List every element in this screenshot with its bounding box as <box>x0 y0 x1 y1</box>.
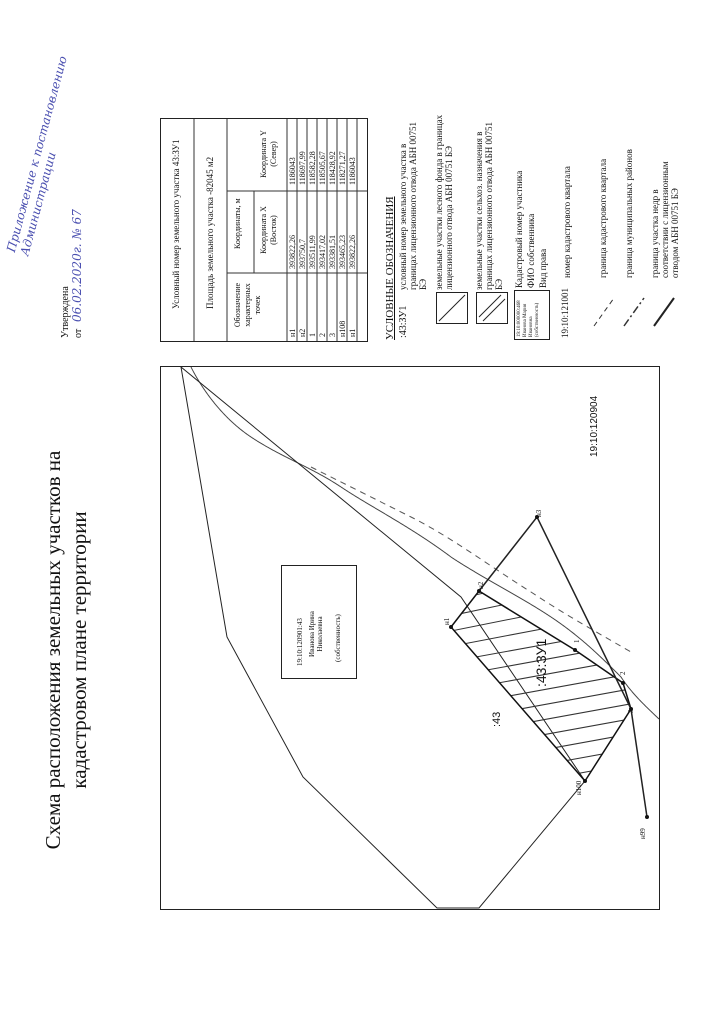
coordinates-table <box>160 118 368 342</box>
legend-zu-text: условный номер земельного участка в границах лицензионного отвода АБН 00751 БЭ <box>398 121 428 290</box>
table-cell-y: 1186043 <box>348 157 357 185</box>
table-cell-point: 2 <box>318 333 327 337</box>
legend-quarter-code: 19:10:121001 <box>560 287 570 338</box>
table-cell-point: н1 <box>348 328 357 337</box>
table-col-x: Координата X (Восток) <box>259 206 278 254</box>
table-cell-x: 393750,7 <box>298 239 307 269</box>
muni-border-icon <box>620 294 650 330</box>
map-area-label: :43 <box>491 711 503 727</box>
table-cell-x: 393822,26 <box>288 235 297 269</box>
map-quarter-label: 19:10:120904 <box>589 395 600 457</box>
subsoil-border-icon <box>650 294 680 330</box>
table-cell-point: 3 <box>328 333 337 337</box>
table-title: Условный номер земельного участка 43:ЗУ1 <box>171 139 181 309</box>
land-43-polygon <box>181 367 585 908</box>
table-cell-point: н108 <box>338 320 347 337</box>
legend-forest-swatch <box>436 292 468 324</box>
table-cell-x: 393381,51 <box>328 235 337 269</box>
approval-line-2: от <box>73 328 84 338</box>
table-cell-x: 393511,99 <box>308 235 317 269</box>
legend-owner-text-3: Вид права <box>538 248 548 288</box>
legend-owner-text-2: ФИО собственника <box>526 213 536 288</box>
approval-note-handwritten: Приложение к постановлению Администрации <box>4 54 70 258</box>
point-label-n3: н3 <box>535 509 543 517</box>
owner-name: Иванова Ирина Николаевна <box>308 611 324 657</box>
point-label-n1: н1 <box>443 617 451 625</box>
point-label-1: 1 <box>573 639 581 643</box>
owner-right: (собственность) <box>334 614 342 662</box>
legend-quarter-text: номер кадастрового квартала <box>562 166 572 278</box>
table-cell-y: 118428,92 <box>328 151 337 185</box>
map-frame <box>160 366 660 910</box>
quarter-border-icon <box>590 294 620 330</box>
owner-cad-number: 19:10:120901:43 <box>296 618 304 666</box>
map-parcel-label: :43:ЗУ1 <box>533 638 549 687</box>
point-label-3: 3 <box>627 709 635 713</box>
double-hatch-icon <box>477 293 507 323</box>
table-cell-point: н1 <box>288 328 297 337</box>
legend-owner-text-1: Кадастровый номер участника <box>514 170 524 288</box>
legend-muni-border: граница муниципальных районов <box>624 149 634 278</box>
point-label-n2: н2 <box>477 581 485 589</box>
point-label-n100: н100 <box>575 780 583 795</box>
legend-owner-box-text: 19:10:000000:468 Иванова Мария Ивановна (собственность) <box>517 300 540 337</box>
point-label-n99: н99 <box>639 828 647 839</box>
legend-agri-swatch <box>476 292 508 324</box>
legend-owner-box <box>514 290 550 340</box>
table-cell-point: 1 <box>308 333 317 337</box>
legend-quarter-border: граница кадастрового квартала <box>598 158 608 278</box>
table-cell-point: н2 <box>298 328 307 337</box>
legend-zu-code: :43:ЗУ1 <box>398 305 409 338</box>
owner-info-box <box>281 565 357 679</box>
legend-agri-text: земельные участки сельхоз. назначения в границах лицензионного отвода АБН 00751 БЭ <box>474 121 504 290</box>
table-col-coords: Координаты, м <box>233 198 242 249</box>
legend-forest-text: земельные участки лесного фонда в границах лицензионного отвода АБН 00751 БЭ <box>434 114 454 290</box>
table-area: Площадь земельного участка -82045 м2 <box>205 156 215 309</box>
table-col-y: Координата Y (Север) <box>259 130 278 178</box>
table-col-point: Обозначение характерных точек <box>233 282 262 328</box>
legend-subsoil-border: граница участка недр в соответствии с лицензионным отводом АБН 00751 БЭ <box>650 161 680 278</box>
hatch-pattern-icon <box>437 293 467 323</box>
point-label-2: 2 <box>619 671 627 675</box>
table-cell-y: 118697,99 <box>298 151 307 185</box>
table-cell-y: 118505,67 <box>318 151 327 185</box>
table-cell-x: 393465,23 <box>338 235 347 269</box>
page-title: Схема расположения земельных участков на кадастровом плане территории <box>41 450 91 850</box>
table-cell-y: 118582,28 <box>308 151 317 185</box>
table-cell-x: 393417,02 <box>318 235 327 269</box>
map-canvas <box>161 367 659 909</box>
legend-heading: УСЛОВНЫЕ ОБОЗНАЧЕНИЯ <box>384 196 396 340</box>
table-cell-y: 118271,27 <box>338 151 347 185</box>
approval-line-1: Утверждена <box>60 286 71 338</box>
table-cell-x: 393822,26 <box>348 235 357 269</box>
table-cell-y: 1186043 <box>288 157 297 185</box>
approval-date-handwritten: 06.02.2020г. № 67 <box>70 209 84 322</box>
